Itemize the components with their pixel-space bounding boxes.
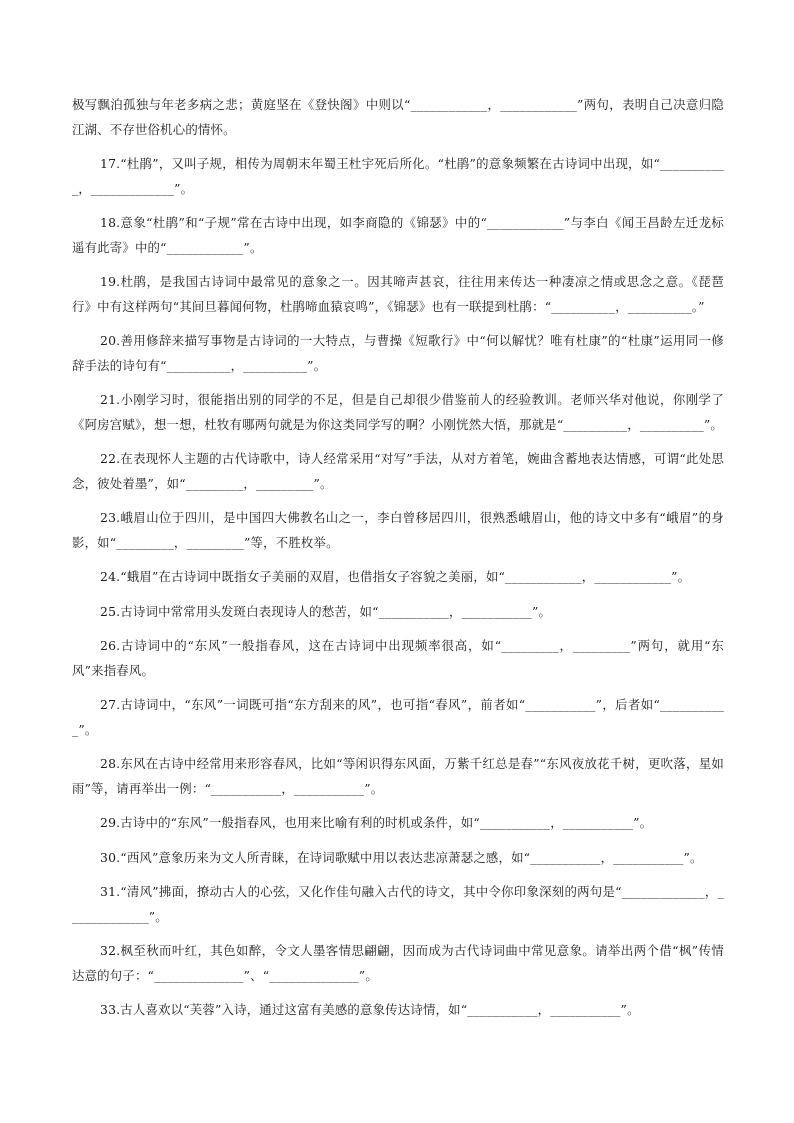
question-27: 27.古诗词中，“东风”一词既可指“东方刮来的风”，也可指“春风”，前者如“___________”，后者如“___________”。 [72,697,724,737]
question-25: 25.古诗词中常常用头发斑白表现诗人的愁苦，如“___________，___________”。 [100,603,552,619]
question-22: 22.在表现怀人主题的古代诗歌中，诗人经常采用“对写”手法，从对方着笔，婉曲含蓄地表达情感，可谓“此处思念，彼处着墨”，如“_________，_________”。 [72,451,724,491]
question-17: 17.“杜鹃”，又叫子规，相传为周朝末年蜀王杜宇死后所化。“杜鹃”的意象频繁在古诗词中出现，如“___________，_____________”。 [72,156,724,196]
paragraph-16-continued: 极写飘泊孤独与年老多病之悲；黄庭坚在《登快阁》中则以“____________，____________”两句，表明自己决意归隐江湖、不存世俗机心的情怀。 [72,97,724,137]
question-33: 33.古人喜欢以“芙蓉”入诗，通过这富有美感的意象传达诗情，如“___________，___________”。 [100,1002,640,1017]
question-30: 30.“西风”意象历来为文人所青睐，在诗词歌赋中用以表达悲凉萧瑟之感，如“___________，___________”。 [100,849,703,865]
question-19: 19.杜鹃，是我国古诗词中最常见的意象之一。因其啼声甚哀，往往用来传达一种凄凉之情或思念之意。《琵琶行》中有这样两句“其间旦暮闻何物，杜鹃啼血猿哀鸣”，《锦瑟》也有一联提到杜鹃：“__________，__________。” [72,274,724,314]
question-20: 20.善用修辞来描写事物是古诗词的一大特点，与曹操《短歌行》中“何以解忧？唯有杜康”的“杜康”运用同一修辞手法的诗句有“__________，__________”。 [72,333,724,373]
question-18: 18.意象“杜鹃”和“子规”常在古诗中出现，如李商隐的《锦瑟》中的“____________”与李白《闻王昌龄左迁龙标遥有此寄》中的“____________”。 [72,215,724,255]
question-23: 23.峨眉山位于四川，是中国四大佛教名山之一，李白曾移居四川，很熟悉峨眉山，他的诗文中多有“峨眉”的身影，如“_________，_________”等，不胜枚举。 [72,510,724,550]
question-32: 32.枫至秋而叶红，其色如醉，令文人墨客情思翩翩，因而成为古代诗词曲中常见意象。请举出两个借“枫”传情达意的句子：“______________”、“______________”。 [72,943,724,983]
question-21: 21.小刚学习时，很能指出别的同学的不足，但是自己却很少借鉴前人的经验教训。老师兴华对他说，你刚学了《阿房宫赋》，想一想，杜牧有哪两句就是为你这类同学写的啊？小刚恍然大悟，那就是“__________，__________”。 [72,392,724,432]
question-29: 29.古诗中的“东风”一般指春风，也用来比喻有利的时机或条件，如“___________，___________”。 [100,815,653,830]
question-26: 26.古诗词中的“东风”一般指春风，这在古诗词中出现频率很高，如“_________，_________”两句，就用“东风”来指春风。 [72,638,724,678]
question-24: 24.“蛾眉”在古诗词中既指女子美丽的双眉，也借指女子容貌之美丽，如“____________，____________”。 [100,569,691,584]
document-page [72,93,724,1023]
question-28: 28.东风在古诗中经常用来形容春风，比如“等闲识得东风面，万紫千红总是春”“东风夜放花千树，更吹落，星如雨”等，请再举出一例：“___________，___________”。 [72,756,724,796]
question-31: 31.“清风”拂面，撩动古人的心弦，又化作佳句融入古代的诗文，其中令你印象深刻的两句是“_____________，_____________”。 [72,884,724,924]
